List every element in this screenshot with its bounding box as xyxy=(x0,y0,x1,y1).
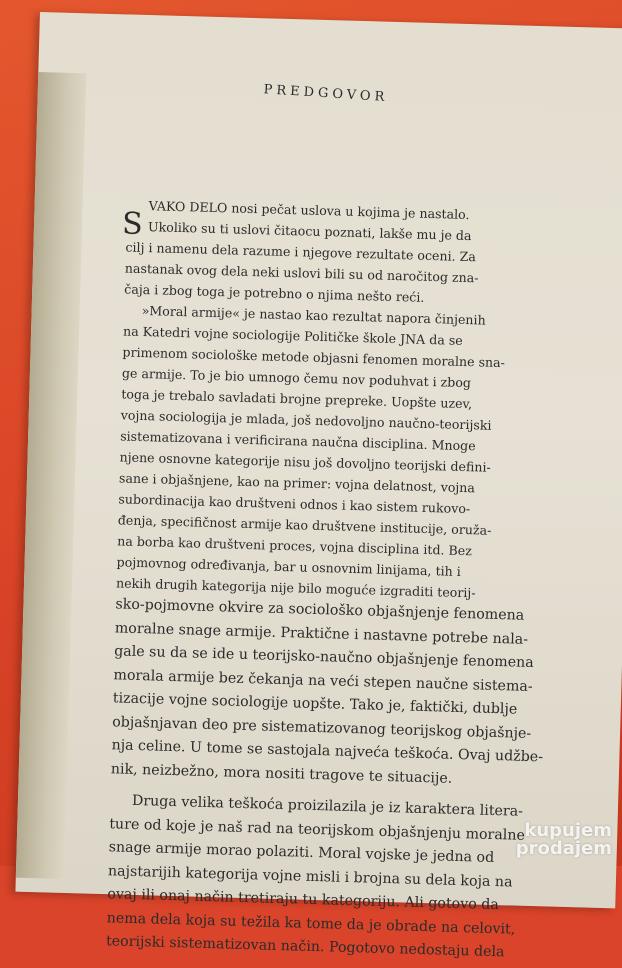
text-line: nekih drugih kategorija nije bilo moguće izgraditi teorij- xyxy=(115,575,476,601)
text-line: sistematizovana i verificirana naučna disciplina. Mnoge xyxy=(119,428,476,454)
text-line: subordinacija kao društveni odnos i kao sistem rukovo- xyxy=(118,491,471,517)
watermark-line: prodajem xyxy=(515,838,612,859)
drop-cap: S xyxy=(121,206,144,242)
text-line: njene osnovne kategorije nisu još dovoljno teorijski defini- xyxy=(119,449,491,475)
text-line: Ukoliko su ti uslovi čitaocu poznati, lakše mu je da xyxy=(147,219,472,244)
text-line: Druga velika teškoća proizilazila je iz karaktera litera- xyxy=(131,792,524,820)
text-line: vojna sociologija je mlada, još nedovoljno naučno-teorijski xyxy=(120,407,492,433)
text-line: sko-pojmovne okvire za sociološko objašnjenje fenomena xyxy=(115,596,525,624)
site-watermark xyxy=(516,822,612,858)
text-line: snage armije morao polaziti. Moral vojske je jedna od xyxy=(108,839,495,867)
text-line: nik, neizbežno, mora nositi tragove te situacije. xyxy=(110,760,453,787)
text-line: tizacije vojne sociologije uopšte. Tako je, faktički, dublje xyxy=(112,690,518,718)
text-line: najstarijih kategorija vojne misli i brojna su dela koja na xyxy=(107,862,513,891)
text-line: pojmovnog određivanja, bar u osnovnim linijama, tih i xyxy=(116,554,462,579)
page-title: PREDGOVOR xyxy=(263,82,389,106)
text-line: sane i objašnjene, kao na primer: vojna delatnost, vojna xyxy=(118,470,476,496)
watermark-line: kupujem xyxy=(524,820,612,841)
text-line: ge armije. To je bio umnogo čemu nov poduhvat i zbog xyxy=(121,365,472,391)
text-line: gale su da se ide u teorijsko-naučno objašnjenje fenomena xyxy=(113,643,534,672)
text-line: nja celine. U tome se sastojala najveća teškoća. Ovaj udžbe- xyxy=(111,737,544,766)
text-line: S VAKO DELO nosi pečat uslova u kojima je nastalo. xyxy=(121,198,470,242)
text-line: nastanak ovog dela neki uslovi bili su od naročitog zna- xyxy=(124,260,479,286)
text-line: primenom sociološke metode objasni fenomen moralne sna- xyxy=(122,344,506,371)
text-line: moralne snage armije. Praktične i nastavne potrebe nala- xyxy=(114,619,529,648)
text-line: na Katedri vojne sociologije Političke škole JNA da se xyxy=(122,323,463,348)
text-line: na borba kao društveni proces, vojna disciplina itd. Bez xyxy=(117,533,473,559)
text-line: ture od koje je naš rad na teorijskom objašnjenju moralne xyxy=(109,815,526,844)
text-line: toga je trebalo savladati brojne prepreke. Uopšte uzev, xyxy=(121,386,473,412)
text-line: nema dela koja su težila ka tome da je obrade na celovit, xyxy=(106,909,516,938)
text-line: cilj i namenu dela razume i njegove rezultate oceni. Za xyxy=(125,239,477,265)
text-line: čaja i zbog toga je potrebno o njima nešto reći. xyxy=(124,281,425,305)
text-line: ovaj ili onaj način tretiraju tu kategoriju. Ali gotovo da xyxy=(107,886,499,914)
text-line: objašnjavan deo pre sistematizovanog teorijskog objašnje- xyxy=(111,713,532,742)
body-text xyxy=(106,194,557,965)
text-line: đenja, specifičnost armije kao društvene institucije, oruža- xyxy=(117,512,492,538)
text-line: »Moral armije« je nastao kao rezultat napora činjenih xyxy=(141,302,486,328)
text-line: morala armije bez čekanja na veći stepen naučne sistema- xyxy=(113,666,533,695)
text-line: teorijski sistematizovan način. Pogotovo nedostaju dela xyxy=(105,933,505,961)
book-page xyxy=(15,12,622,961)
